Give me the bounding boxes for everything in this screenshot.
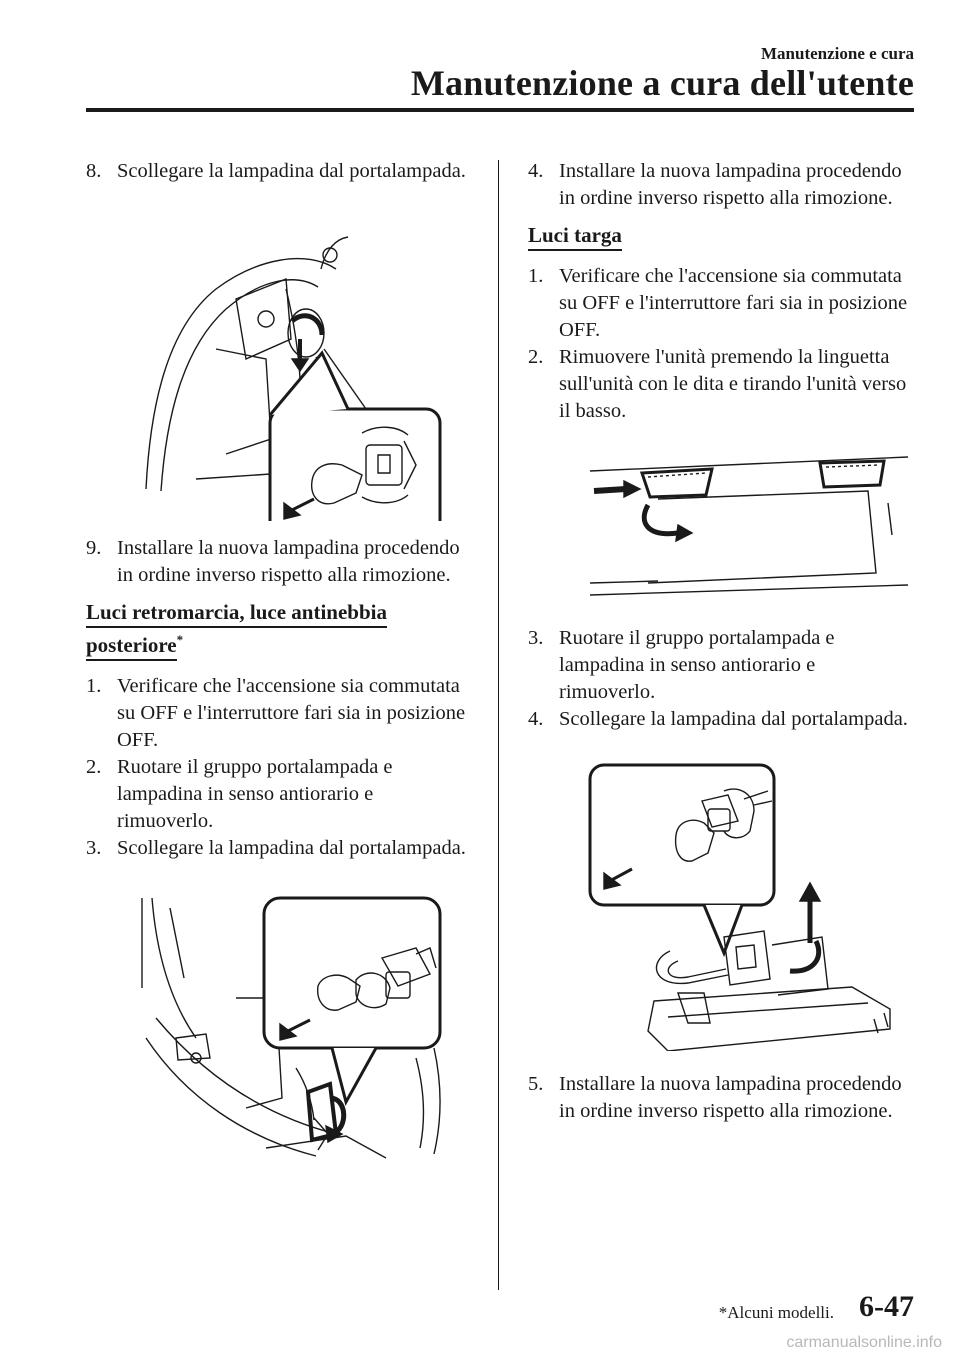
left-column [86, 158, 466, 1168]
illustration-rear-lamp-bulb-removal [86, 888, 466, 1168]
list-item [86, 754, 466, 835]
step-number: 9. [86, 537, 102, 559]
license-light-steps-a [528, 263, 908, 425]
step-number: 3. [86, 837, 102, 859]
header-section-label: Manutenzione e cura [761, 44, 914, 63]
heading-text: Luci targa [528, 223, 622, 251]
step-text: Scollegare la lampadina dal portalampada. [559, 708, 908, 730]
step-text: Installare la nuova lampadina procedendo in ordine inverso rispetto alla rimozione. [559, 160, 902, 209]
illustration-license-lamp-unit-removal [528, 455, 908, 605]
column-divider [498, 160, 499, 1290]
section-heading-reverse-fog-lights [86, 599, 466, 659]
step-text: Verificare che l'accensione sia commutata su OFF e l'interruttore fari sia in posizione OFF. [559, 265, 908, 341]
step-text: Ruotare il gruppo portalampada e lampadina in senso antiorario e rimuoverlo. [117, 756, 393, 832]
heading-asterisk: * [176, 632, 184, 647]
section-heading-license-plate-lights [528, 222, 908, 249]
step-4-continued [528, 158, 908, 212]
step-text: Verificare che l'accensione sia commutata su OFF e l'interruttore fari sia in posizione OFF. [117, 675, 466, 751]
illustration-headlamp-bulb-removal [86, 209, 466, 521]
list-item [528, 625, 908, 706]
header-rule [86, 108, 914, 112]
page-number: 6-47 [859, 1290, 914, 1323]
step-text: Rimuovere l'unità premendo la linguetta sull'unità con le dita e tirando l'unità verso il basso. [559, 346, 907, 422]
step-text: Installare la nuova lampadina procedendo in ordine inverso rispetto alla rimozione. [117, 537, 460, 586]
step-text: Installare la nuova lampadina procedendo in ordine inverso rispetto alla rimozione. [559, 1073, 902, 1122]
step-text: Ruotare il gruppo portalampada e lampadina in senso antiorario e rimuoverlo. [559, 627, 835, 703]
list-item [528, 706, 908, 733]
reverse-fog-steps [86, 673, 466, 862]
watermark: carmanualsonline.info [786, 1334, 942, 1351]
step-number: 2. [86, 756, 102, 778]
illustration-license-lamp-bulb-removal [528, 761, 908, 1051]
license-light-steps-b [528, 625, 908, 733]
right-column [528, 158, 908, 1125]
step-text: Scollegare la lampadina dal portalampada. [117, 837, 466, 859]
heading-text: Luci retromarcia, luce antinebbia posteriore [86, 600, 387, 661]
list-item [86, 673, 466, 754]
step-number: 3. [528, 627, 544, 649]
list-item [86, 835, 466, 862]
step-number: 1. [528, 265, 544, 287]
step-number: 2. [528, 346, 544, 368]
footnote-some-models: *Alcuni modelli. [718, 1303, 834, 1322]
step-8 [86, 158, 466, 185]
step-number: 5. [528, 1073, 544, 1095]
step-text: Scollegare la lampadina dal portalampada. [117, 160, 466, 182]
step-number: 4. [528, 708, 544, 730]
page-title: Manutenzione a cura dell'utente [410, 63, 914, 103]
step-number: 1. [86, 675, 102, 697]
step-5 [528, 1071, 908, 1125]
step-number: 4. [528, 160, 544, 182]
list-item [528, 344, 908, 425]
step-number: 8. [86, 160, 102, 182]
step-9 [86, 535, 466, 589]
list-item [528, 263, 908, 344]
